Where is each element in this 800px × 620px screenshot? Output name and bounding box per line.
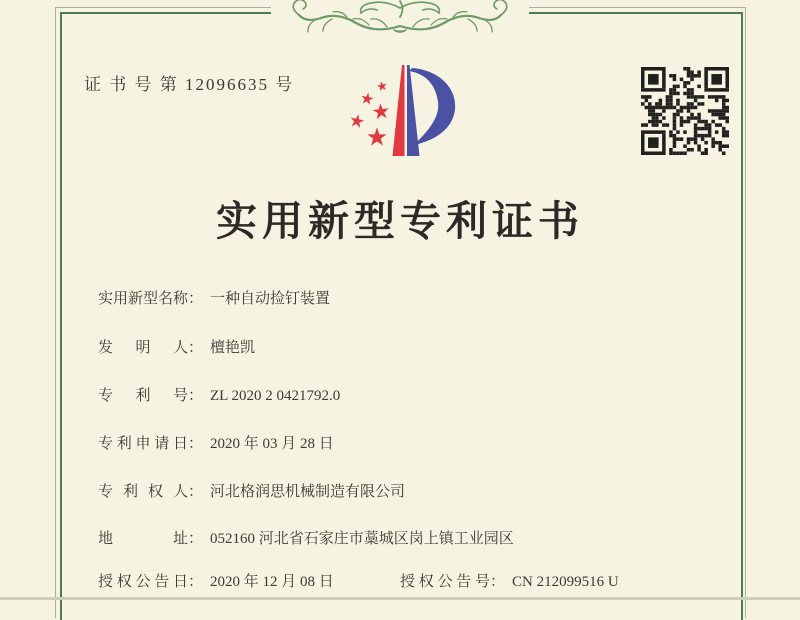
field-value: 河北格润思机械制造有限公司 — [210, 484, 406, 500]
certificate-number: 证 书 号 第 12096635 号 — [84, 75, 295, 94]
field-value: 052160 河北省石家庄市藁城区岗上镇工业园区 — [210, 531, 514, 547]
field-colon: ： — [188, 436, 204, 452]
field-colon: ： — [188, 291, 204, 307]
field-row-grant-date — [98, 570, 619, 591]
field-value: 一种自动捡钉装置 — [210, 291, 331, 307]
field-row-inventor — [98, 336, 255, 357]
star-icon: ★ — [358, 89, 376, 110]
field-value: 2020 年 12 月 08 日 — [210, 574, 334, 590]
star-icon: ★ — [365, 124, 389, 152]
field-value: ZL 2020 2 0421792.0 — [210, 388, 341, 404]
star-icon: ★ — [370, 98, 392, 125]
field-row-patent-number — [98, 384, 340, 405]
cnipa-patent-logo-icon — [336, 55, 468, 173]
field-colon: ： — [188, 484, 204, 500]
field-colon: ： — [188, 574, 204, 590]
field-grant-publication-no — [400, 570, 619, 591]
field-label: 地址 — [98, 531, 188, 547]
field-label: 授权公告日 — [98, 574, 188, 590]
field-label: 专利申请日 — [98, 436, 188, 452]
ornament-flourish-icon — [263, 0, 537, 41]
field-colon: ： — [188, 340, 204, 356]
field-label: 授权公告号 — [400, 574, 490, 590]
field-label: 发明人 — [98, 340, 188, 356]
field-row-utility-model-name — [98, 287, 330, 308]
qr-code — [641, 67, 729, 155]
field-colon: ： — [188, 531, 204, 547]
field-label: 专利权人 — [98, 484, 188, 500]
field-label: 实用新型名称 — [98, 291, 189, 307]
field-row-filing-date — [98, 432, 334, 453]
certificate-title: 实用新型专利证书 — [216, 198, 584, 244]
star-icon: ★ — [374, 77, 390, 95]
field-value: 檀艳凯 — [210, 340, 256, 356]
field-colon: ： — [490, 574, 506, 590]
star-icon: ★ — [347, 109, 367, 133]
field-colon: ： — [188, 388, 204, 404]
field-row-address — [98, 527, 514, 548]
field-label: 专利号 — [98, 388, 188, 404]
field-value: 2020 年 03 月 28 日 — [210, 436, 334, 452]
field-row-patentee — [98, 480, 405, 501]
field-value: CN 212099516 U — [512, 574, 619, 590]
